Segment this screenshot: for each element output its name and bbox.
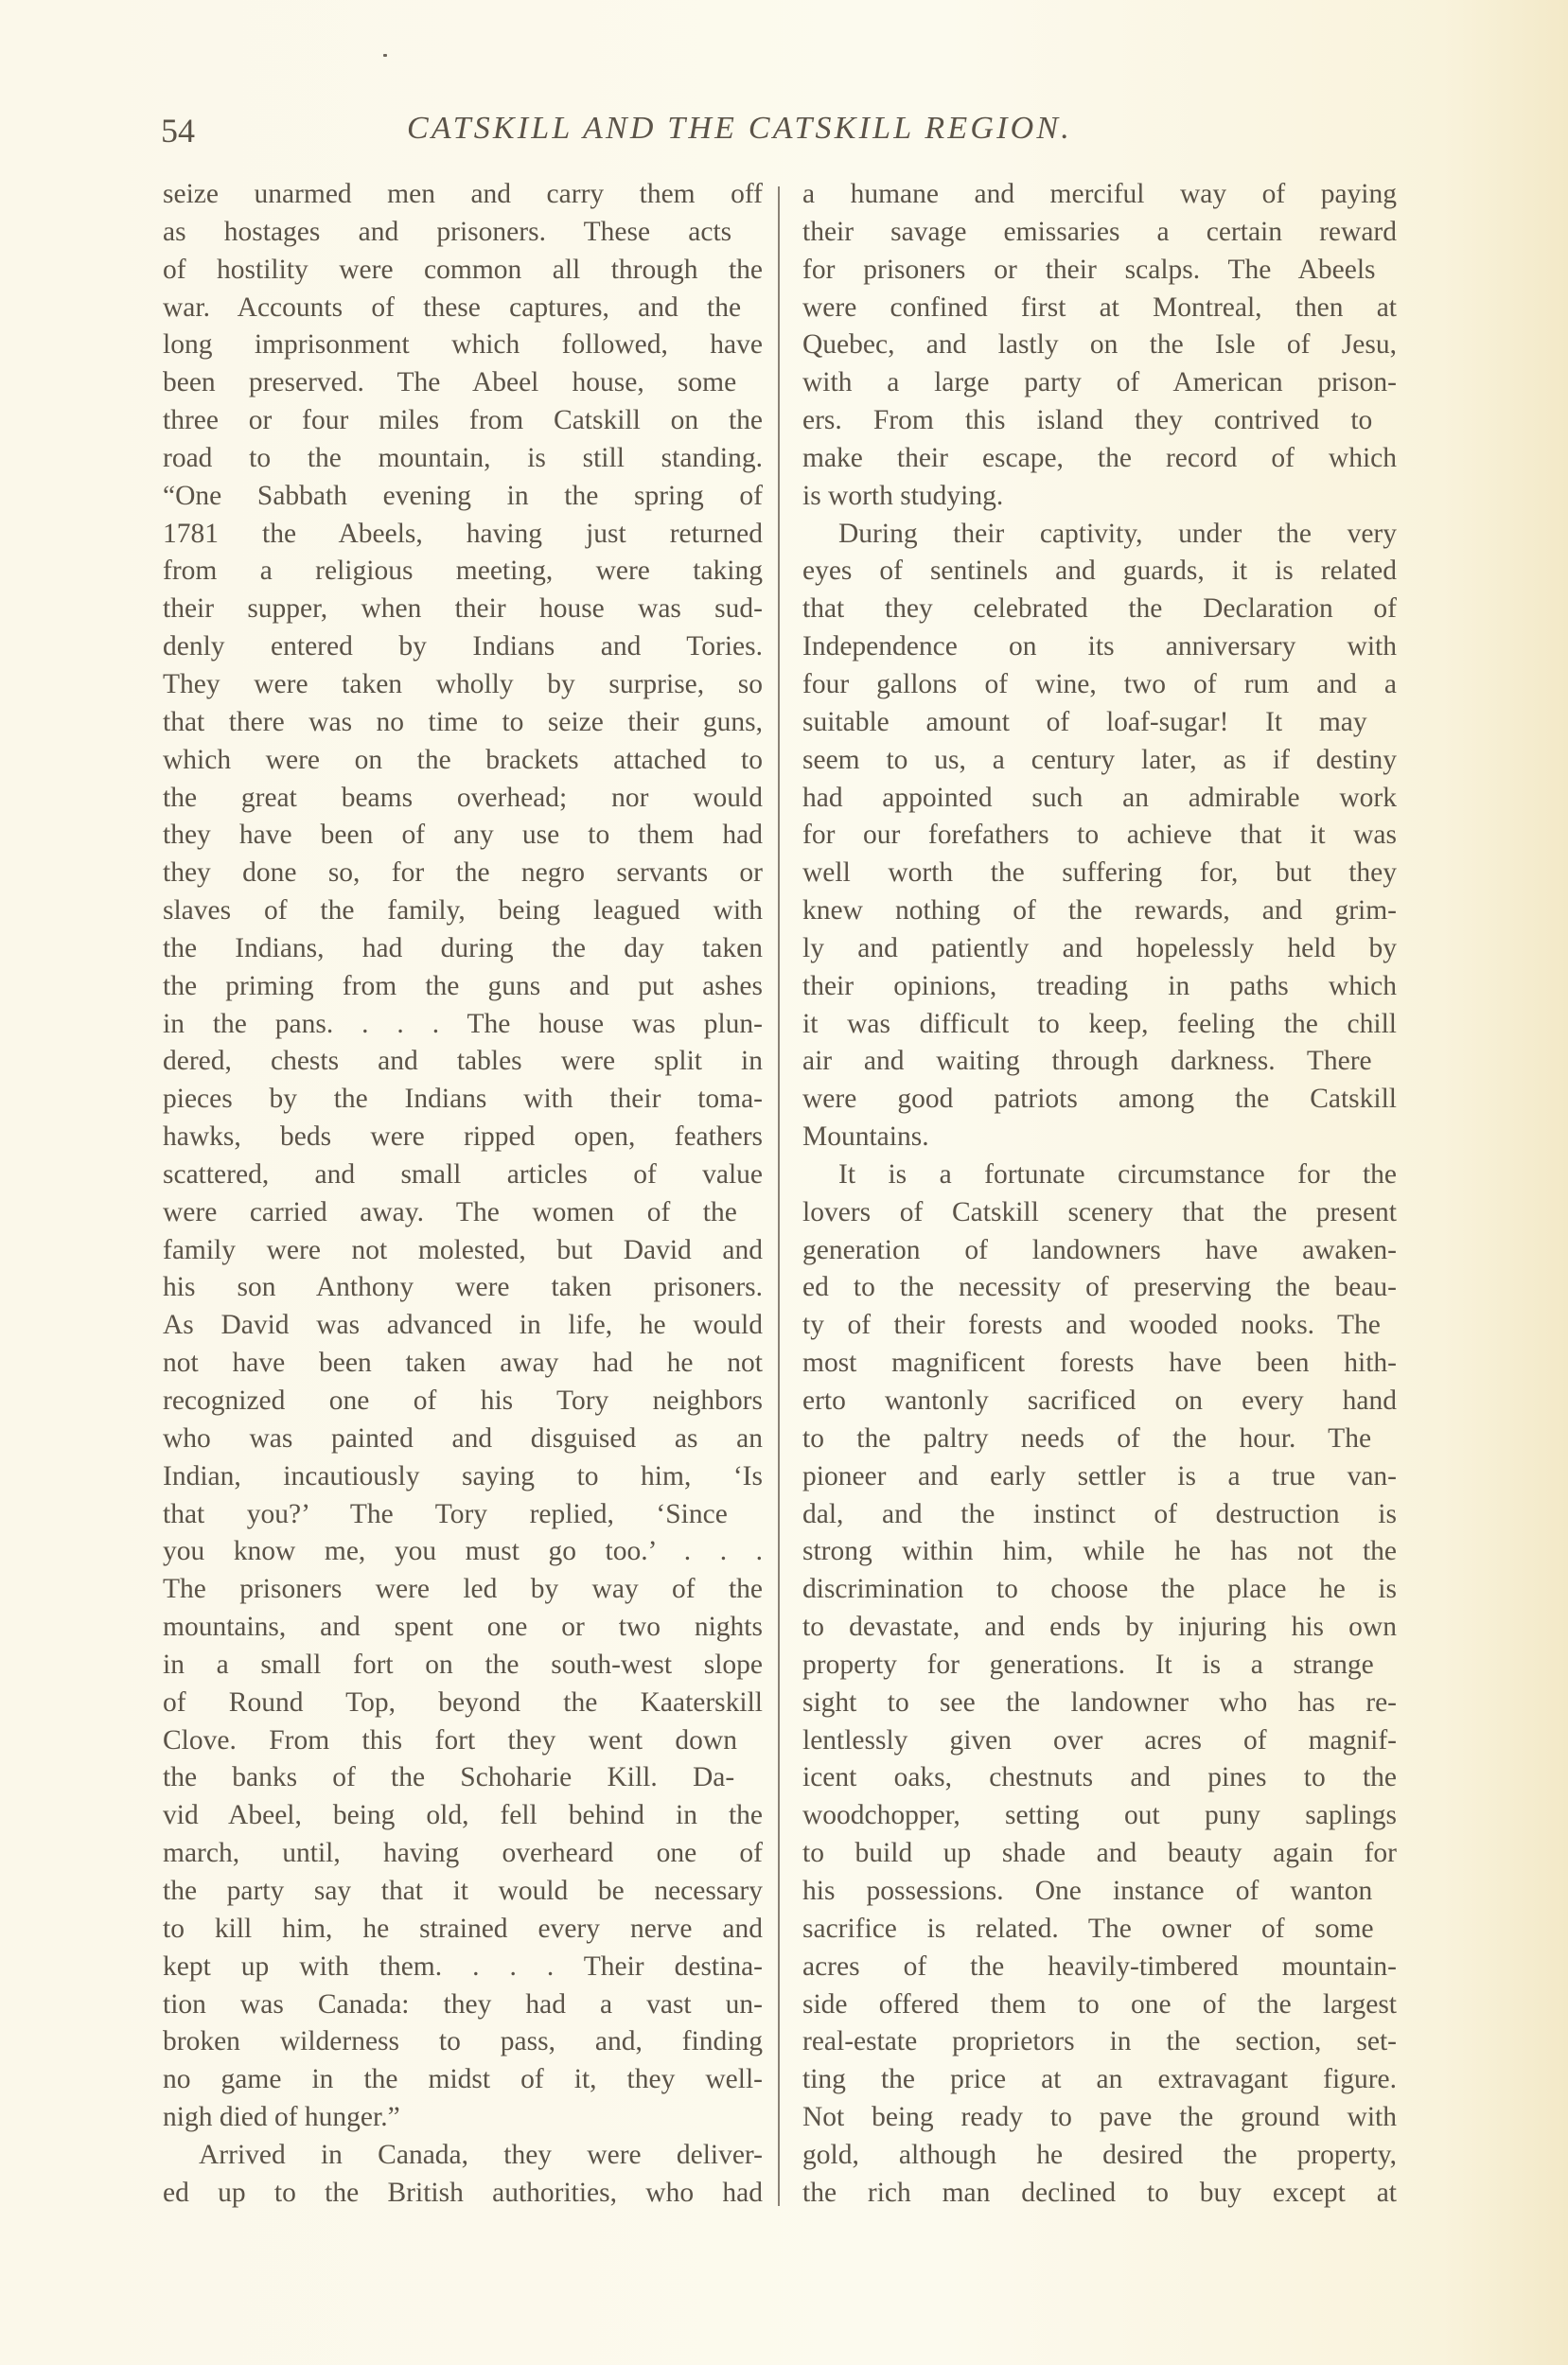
text-line: were confined first at Montreal, then at [802, 291, 1397, 323]
text-line: pioneer and early settler is a true van- [802, 1460, 1397, 1491]
text-line: pieces by the Indians with their toma- [163, 1084, 763, 1115]
text-line: of hostility were common all through the [163, 254, 763, 285]
paragraph-start-line: During their captivity, under the very [838, 518, 1397, 549]
text-line: the great beams overhead; nor would [163, 782, 763, 813]
text-line: were good patriots among the Catskill [802, 1084, 1397, 1115]
text-line: air and waiting through darkness. There [802, 1046, 1372, 1077]
text-line: they have been of any use to them had [163, 820, 763, 851]
text-line: recognized one of his Tory neighbors [163, 1385, 763, 1416]
text-line: scattered, and small articles of value [163, 1158, 763, 1190]
text-line: the priming from the guns and put ashes [163, 970, 763, 1001]
text-line: ers. From this island they contrived to [802, 405, 1373, 436]
text-line: ting the price at an extravagant figure. [802, 2064, 1397, 2095]
text-line: dered, chests and tables were split in [163, 1046, 763, 1077]
paragraph-start-line: It is a fortunate circumstance for the [838, 1158, 1397, 1190]
text-line: Indian, incautiously saying to him, ‘Is [163, 1460, 763, 1491]
text-line: had appointed such an admirable work [802, 782, 1397, 813]
text-line: to kill him, he strained every nerve and [163, 1913, 763, 1944]
text-line: kept up with them. . . . Their destina- [163, 1950, 763, 1982]
text-line: of Round Top, beyond the Kaaterskill [163, 1686, 763, 1718]
text-line: ly and patiently and hopelessly held by [802, 932, 1397, 963]
text-line: their savage emissaries a certain reward [802, 216, 1397, 247]
text-line: mountains, and spent one or two nights [163, 1612, 763, 1643]
text-line: hawks, beds were ripped open, feathers [163, 1121, 763, 1153]
text-line: Not being ready to pave the ground with [802, 2102, 1397, 2133]
text-line: that you?’ The Tory replied, ‘Since [163, 1498, 728, 1529]
text-line: which were on the brackets attached to [163, 744, 763, 775]
text-line: road to the mountain, is still standing. [163, 442, 763, 473]
text-line: their opinions, treading in paths which [802, 970, 1397, 1001]
text-line: The prisoners were led by way of the [163, 1574, 763, 1605]
text-line: well worth the suffering for, but they [802, 857, 1397, 889]
text-line: real-estate proprietors in the section, set- [802, 2026, 1397, 2057]
paragraph-end-line: Mountains. [802, 1121, 929, 1153]
text-line: the banks of the Schoharie Kill. Da- [163, 1762, 735, 1793]
text-line: march, until, having overheard one of [163, 1838, 763, 1869]
text-line: ed up to the British authorities, who had [163, 2177, 763, 2208]
text-line: icent oaks, chestnuts and pines to the [802, 1762, 1397, 1793]
text-line: that there was no time to seize their guns, [163, 706, 763, 737]
text-line: strong within him, while he has not the [802, 1536, 1397, 1567]
text-line: most magnificent forests have been hith- [802, 1348, 1397, 1379]
text-line: eyes of sentinels and guards, it is related [802, 556, 1397, 587]
text-line: they done so, for the negro servants or [163, 857, 763, 889]
text-line: three or four miles from Catskill on the [163, 405, 763, 436]
text-line: ed to the necessity of preserving the beau- [802, 1272, 1397, 1303]
text-line: the rich man declined to buy except at [802, 2177, 1397, 2208]
text-line: four gallons of wine, two of rum and a [802, 668, 1397, 699]
text-line: acres of the heavily-timbered mountain- [802, 1950, 1397, 1982]
text-line: no game in the midst of it, they well- [163, 2064, 763, 2095]
text-line: sight to see the landowner who has re- [802, 1686, 1397, 1718]
text-line: his son Anthony were taken prisoners. [163, 1272, 763, 1303]
text-line: ty of their forests and wooded nooks. The [802, 1310, 1381, 1341]
text-line: that they celebrated the Declaration of [802, 593, 1397, 625]
text-line: They were taken wholly by surprise, so [163, 668, 763, 699]
text-line: it was difficult to keep, feeling the chill [802, 1008, 1397, 1039]
text-line: as hostages and prisoners. These acts [163, 216, 732, 247]
text-line: lovers of Catskill scenery that the present [802, 1196, 1397, 1227]
text-line: suitable amount of loaf-sugar! It may [802, 706, 1367, 737]
text-line: seem to us, a century later, as if destiny [802, 744, 1397, 775]
paragraph-start-line: Arrived in Canada, they were deliver- [199, 2139, 763, 2170]
text-line: erto wantonly sacrificed on every hand [802, 1385, 1397, 1416]
text-line: Quebec, and lastly on the Isle of Jesu, [802, 329, 1397, 361]
text-line: to the paltry needs of the hour. The [802, 1422, 1372, 1454]
text-line: sacrifice is related. The owner of some [802, 1913, 1374, 1944]
text-line: to devastate, and ends by injuring his own [802, 1612, 1397, 1643]
text-line: with a large party of American prison- [802, 367, 1397, 398]
text-line: knew nothing of the rewards, and grim- [802, 895, 1397, 927]
right-column [802, 176, 1397, 2213]
text-line: woodchopper, setting out puny saplings [802, 1800, 1397, 1831]
text-line: discrimination to choose the place he is [802, 1574, 1397, 1605]
text-line: family were not molested, but David and [163, 1234, 763, 1265]
text-line: slaves of the family, being leagued with [163, 895, 763, 927]
text-line: their supper, when their house was sud- [163, 593, 763, 625]
text-line: Clove. From this fort they went down [163, 1724, 737, 1756]
scan-speck [383, 54, 387, 57]
text-line: a humane and merciful way of paying [802, 179, 1397, 209]
text-line: generation of landowners have awaken- [802, 1234, 1397, 1265]
text-line: vid Abeel, being old, fell behind in the [163, 1800, 763, 1831]
text-line: for our forefathers to achieve that it was [802, 820, 1397, 851]
text-line: for prisoners or their scalps. The Abeels [802, 254, 1376, 285]
text-line: the party say that it would be necessary [163, 1875, 763, 1906]
text-line: seize unarmed men and carry them off [163, 179, 763, 209]
paragraph-end-line: nigh died of hunger.” [163, 2102, 400, 2133]
text-line: side offered them to one of the largest [802, 1988, 1397, 2020]
text-line: you know me, you must go too.’ . . . [163, 1536, 763, 1567]
paragraph-end-line: is worth studying. [802, 480, 1004, 511]
text-line: gold, although he desired the property, [802, 2139, 1397, 2170]
text-line: dal, and the instinct of destruction is [802, 1498, 1397, 1529]
text-line: war. Accounts of these captures, and the [163, 291, 742, 323]
text-line: property for generations. It is a strange [802, 1649, 1374, 1680]
text-line: Independence on its anniversary with [802, 631, 1397, 662]
running-head: CATSKILL AND THE CATSKILL REGION. [407, 111, 1072, 146]
text-line: his possessions. One instance of wanton [802, 1875, 1373, 1906]
text-line: make their escape, the record of which [802, 442, 1397, 473]
page-number: 54 [161, 112, 195, 150]
left-column [163, 176, 763, 2213]
text-line: denly entered by Indians and Tories. [163, 631, 763, 662]
text-line: from a religious meeting, were taking [163, 556, 763, 587]
column-divider [778, 186, 780, 2206]
text-line: to build up shade and beauty again for [802, 1838, 1397, 1869]
text-line: 1781 the Abeels, having just returned [163, 518, 763, 549]
text-line: lentlessly given over acres of magnif- [802, 1724, 1397, 1756]
text-line: been preserved. The Abeel house, some [163, 367, 737, 398]
text-line: in the pans. . . . The house was plun- [163, 1008, 763, 1039]
text-line: in a small fort on the south-west slope [163, 1649, 763, 1680]
text-line: tion was Canada: they had a vast un- [163, 1988, 763, 2020]
text-line: As David was advanced in life, he would [163, 1310, 763, 1341]
text-line: long imprisonment which followed, have [163, 329, 763, 361]
text-line: were carried away. The women of the [163, 1196, 737, 1227]
text-line: broken wilderness to pass, and, finding [163, 2026, 763, 2057]
text-line: the Indians, had during the day taken [163, 932, 763, 963]
text-line: who was painted and disguised as an [163, 1422, 763, 1454]
text-line: “One Sabbath evening in the spring of [163, 480, 763, 511]
text-line: not have been taken away had he not [163, 1348, 763, 1379]
